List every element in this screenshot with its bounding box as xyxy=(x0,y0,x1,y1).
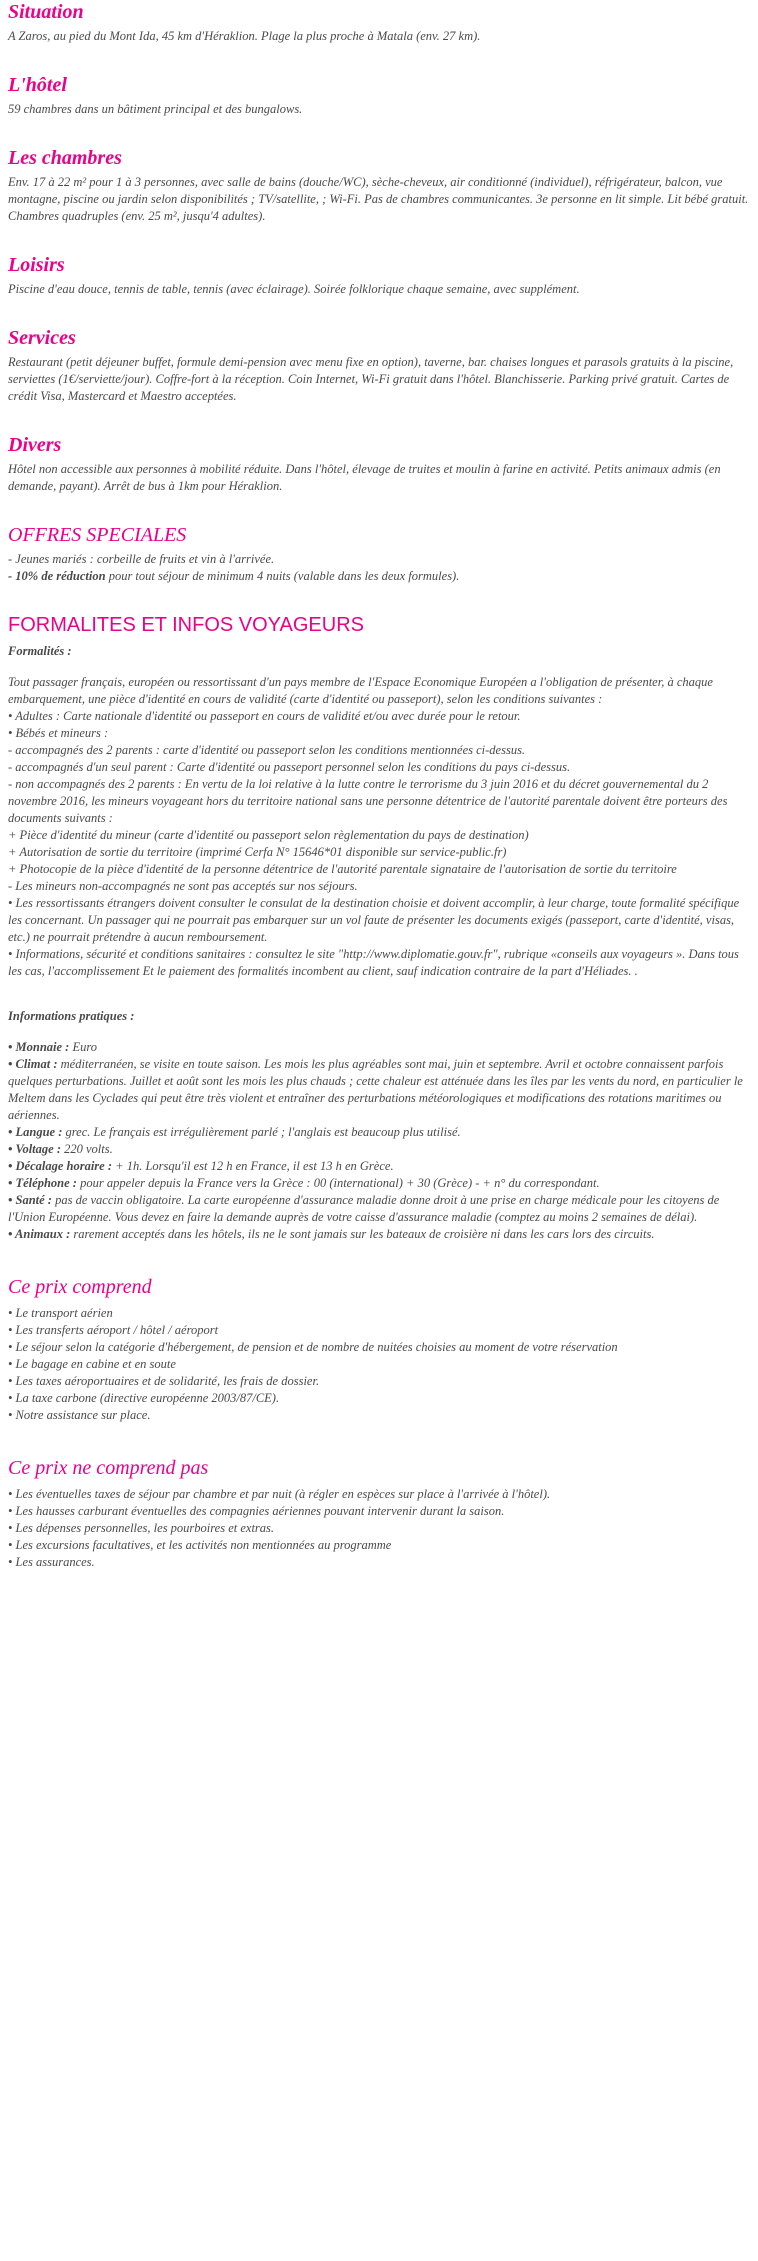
section-divers xyxy=(8,433,750,495)
section-body-chambres: Env. 17 à 22 m² pour 1 à 3 personnes, avec salle de bains (douche/WC), sèche-cheveux, air conditionné (individuel), réfrigérateur, balcon, vue montagne, piscine ou jardin selon disponibilités ; TV/satellite, ; Wi-Fi. Pas de chambres communicantes. 3e personne en lit simple. Lit bébé gratuit. Chambres quadruples (env. 25 m², jusqu'4 adultes). xyxy=(8,175,749,223)
comprend-item: • Le bagage en cabine et en soute xyxy=(8,1357,176,1371)
section-formalites xyxy=(8,613,750,980)
info-item-text: méditerranéen, se visite en toute saison. Les mois les plus agréables sont mai, juin et septembre. Avril et octobre connaissent parfois quelques perturbations. Juillet et août sont les mois les plus chauds ; cette chaleur est atténuée dans les îles par les vents du nord, en particulier le Meltem dans les Cyclades qui peut être très violent et entraîner des perturbations météorologiques et modifications des rotations maritimes ou aériennes. xyxy=(8,1057,743,1122)
formalites-paragraph: • Les ressortissants étrangers doivent consulter le consulat de la destination choisie et doivent accomplir, à leur charge, toute formalité spécifique les concernant. Un passager qui ne pourrait pas embarquer sur un vol faute de présenter les documents exigés (passeport, carte d'identité, visas, etc.) ne pourrait prétendre à aucun remboursement. xyxy=(8,896,740,944)
section-title-situation: Situation xyxy=(8,1,84,23)
info-item-text: Euro xyxy=(69,1040,97,1054)
section-ce-prix-ne-comprend-pas xyxy=(8,1456,750,1571)
formalites-paragraph: • Adultes : Carte nationale d'identité ou passeport en cours de validité et/ou avec durée pour le retour. xyxy=(8,709,521,723)
info-item xyxy=(8,1056,750,1124)
formalites-paragraph: • Bébés et mineurs : xyxy=(8,726,109,740)
comprend-item: • Les taxes aéroportuaires et de solidarité, les frais de dossier. xyxy=(8,1374,320,1388)
ne-comprend-item: • Les assurances. xyxy=(8,1555,95,1569)
info-item xyxy=(8,1141,750,1158)
ne-comprend-item: • Les excursions facultatives, et les activités non mentionnées au programme xyxy=(8,1538,392,1552)
offre-item-bold: - 10% de réduction xyxy=(8,569,106,583)
formalites-paragraph: - non accompagnés des 2 parents : En vertu de la loi relative à la lutte contre le terrorisme du 3 juin 2016 et du décret gouvernemental du 2 novembre 2016, les mineurs voyageant hors du territoire national sans une personne détentrice de l'autorité parentale doivent être porteurs des documents suivants : xyxy=(8,777,728,825)
section-body-loisirs: Piscine d'eau douce, tennis de table, tennis (avec éclairage). Soirée folklorique chaque semaine, avec supplément. xyxy=(8,282,580,296)
section-title-ce-prix-ne-comprend-pas: Ce prix ne comprend pas xyxy=(8,1457,209,1479)
info-item-lead: • Monnaie : xyxy=(8,1040,70,1054)
info-item-text: grec. Le français est irrégulièrement parlé ; l'anglais est beaucoup plus utilisé. xyxy=(62,1125,461,1139)
formalites-subtitle: Formalités : xyxy=(8,644,72,658)
formalites-paragraph: Tout passager français, européen ou ressortissant d'un pays membre de l'Espace Economique Européen a l'obligation de présenter, à chaque embarquement, une pièce d'identité en cours de validité (carte d'identité ou passeport), selon les conditions suivantes : xyxy=(8,675,713,706)
section-body-divers: Hôtel non accessible aux personnes à mobilité réduite. Dans l'hôtel, élevage de truites et moulin à farine en activité. Petits animaux admis (en demande, payant). Arrêt de bus à 1km pour Héraklion. xyxy=(8,462,721,493)
offre-item-text: pour tout séjour de minimum 4 nuits (valable dans les deux formules). xyxy=(105,569,460,583)
ne-comprend-item: • Les hausses carburant éventuelles des compagnies aériennes pouvant intervenir durant la saison. xyxy=(8,1504,505,1518)
info-item-lead: • Climat : xyxy=(8,1057,58,1071)
section-chambres xyxy=(8,146,750,225)
info-item-text: pas de vaccin obligatoire. La carte européenne d'assurance maladie donne droit à une prise en charge médicale pour les citoyens de l'Union Européenne. Vous devez en faire la demande auprès de votre caisse d'assurance maladie (comptez au moins 2 semaines de délai). xyxy=(8,1193,720,1224)
info-item xyxy=(8,1192,750,1226)
info-item-lead: • Santé : xyxy=(8,1193,52,1207)
formalites-paragraph: + Pièce d'identité du mineur (carte d'identité ou passeport selon règlementation du pays de destination) xyxy=(8,828,529,842)
section-services xyxy=(8,326,750,405)
info-item xyxy=(8,1175,750,1192)
comprend-item: • Notre assistance sur place. xyxy=(8,1408,151,1422)
formalites-paragraph: - Les mineurs non-accompagnés ne sont pas acceptés sur nos séjours. xyxy=(8,879,358,893)
comprend-item: • Le transport aérien xyxy=(8,1306,113,1320)
section-title-offres: OFFRES SPECIALES xyxy=(8,524,187,546)
section-title-chambres: Les chambres xyxy=(8,147,122,169)
info-item-lead: • Langue : xyxy=(8,1125,63,1139)
section-loisirs xyxy=(8,253,750,298)
info-item-lead: • Animaux : xyxy=(8,1227,71,1241)
section-title-divers: Divers xyxy=(8,434,62,456)
formalites-paragraph: + Photocopie de la pièce d'identité de la personne détentrice de l'autorité parentale signataire de l'autorisation de sortie du territoire xyxy=(8,862,677,876)
section-body-situation: A Zaros, au pied du Mont Ida, 45 km d'Héraklion. Plage la plus proche à Matala (env. 27 km). xyxy=(8,29,481,43)
comprend-item: • La taxe carbone (directive européenne 2003/87/CE). xyxy=(8,1391,280,1405)
offre-item xyxy=(8,568,750,585)
ne-comprend-item: • Les éventuelles taxes de séjour par chambre et par nuit (à régler en espèces sur place à l'arrivée à l'hôtel). xyxy=(8,1487,551,1501)
info-item xyxy=(8,1039,750,1056)
section-body-hotel: 59 chambres dans un bâtiment principal et des bungalows. xyxy=(8,102,303,116)
section-situation xyxy=(8,0,750,45)
offre-item: - Jeunes mariés : corbeille de fruits et vin à l'arrivée. xyxy=(8,552,275,566)
section-title-services: Services xyxy=(8,327,76,349)
formalites-paragraph: - accompagnés d'un seul parent : Carte d'identité ou passeport personnel selon les conditions du pays ci-dessus. xyxy=(8,760,571,774)
info-item xyxy=(8,1226,750,1243)
info-item xyxy=(8,1158,750,1175)
formalites-paragraph: - accompagnés des 2 parents : carte d'identité ou passeport selon les conditions mentionnées ci-dessus. xyxy=(8,743,526,757)
info-item-text: + 1h. Lorsqu'il est 12 h en France, il est 13 h en Grèce. xyxy=(112,1159,394,1173)
info-item-lead: • Voltage : xyxy=(8,1142,61,1156)
section-title-ce-prix-comprend: Ce prix comprend xyxy=(8,1276,152,1298)
formalites-paragraph: • Informations, sécurité et conditions sanitaires : consultez le site "http://www.diplomatie.gouv.fr", rubrique «conseils aux voyageurs ». Dans tous les cas, l'accomplissement Et le paiement des formalités incombent au client, sauf indication contraire de la part d'Héliades. . xyxy=(8,947,739,978)
section-title-loisirs: Loisirs xyxy=(8,254,65,276)
formalites-paragraph: + Autorisation de sortie du territoire (imprimé Cerfa N° 15646*01 disponible sur service-public.fr) xyxy=(8,845,507,859)
section-title-hotel: L'hôtel xyxy=(8,74,67,96)
info-item-text: rarement acceptés dans les hôtels, ils ne le sont jamais sur les bateaux de croisière ni dans les cars lors des circuits. xyxy=(70,1227,655,1241)
info-item-text: pour appeler depuis la France vers la Grèce : 00 (international) + 30 (Grèce) - + n° du correspondant. xyxy=(76,1176,600,1190)
comprend-item: • Les transferts aéroport / hôtel / aéroport xyxy=(8,1323,219,1337)
comprend-item: • Le séjour selon la catégorie d'hébergement, de pension et de nombre de nuitées choisies au moment de votre réservation xyxy=(8,1340,618,1354)
section-infos-pratiques xyxy=(8,1008,750,1243)
section-hotel xyxy=(8,73,750,118)
section-title-formalites: FORMALITES ET INFOS VOYAGEURS xyxy=(8,614,364,636)
info-item xyxy=(8,1124,750,1141)
info-item-lead: • Téléphone : xyxy=(8,1176,77,1190)
section-ce-prix-comprend xyxy=(8,1275,750,1424)
section-offres-speciales xyxy=(8,523,750,585)
infos-pratiques-subtitle: Informations pratiques : xyxy=(8,1009,135,1023)
ne-comprend-item: • Les dépenses personnelles, les pourboires et extras. xyxy=(8,1521,275,1535)
info-item-lead: • Décalage horaire : xyxy=(8,1159,113,1173)
info-item-text: 220 volts. xyxy=(61,1142,113,1156)
section-body-services: Restaurant (petit déjeuner buffet, formule demi-pension avec menu fixe en option), taverne, bar. chaises longues et parasols gratuits à la piscine, serviettes (1€/serviette/jour). Coffre-fort à la réception. Coin Internet, Wi-Fi gratuit dans l'hôtel. Blanchisserie. Parking privé gratuit. Cartes de crédit Visa, Mastercard et Maestro acceptées. xyxy=(8,355,734,403)
